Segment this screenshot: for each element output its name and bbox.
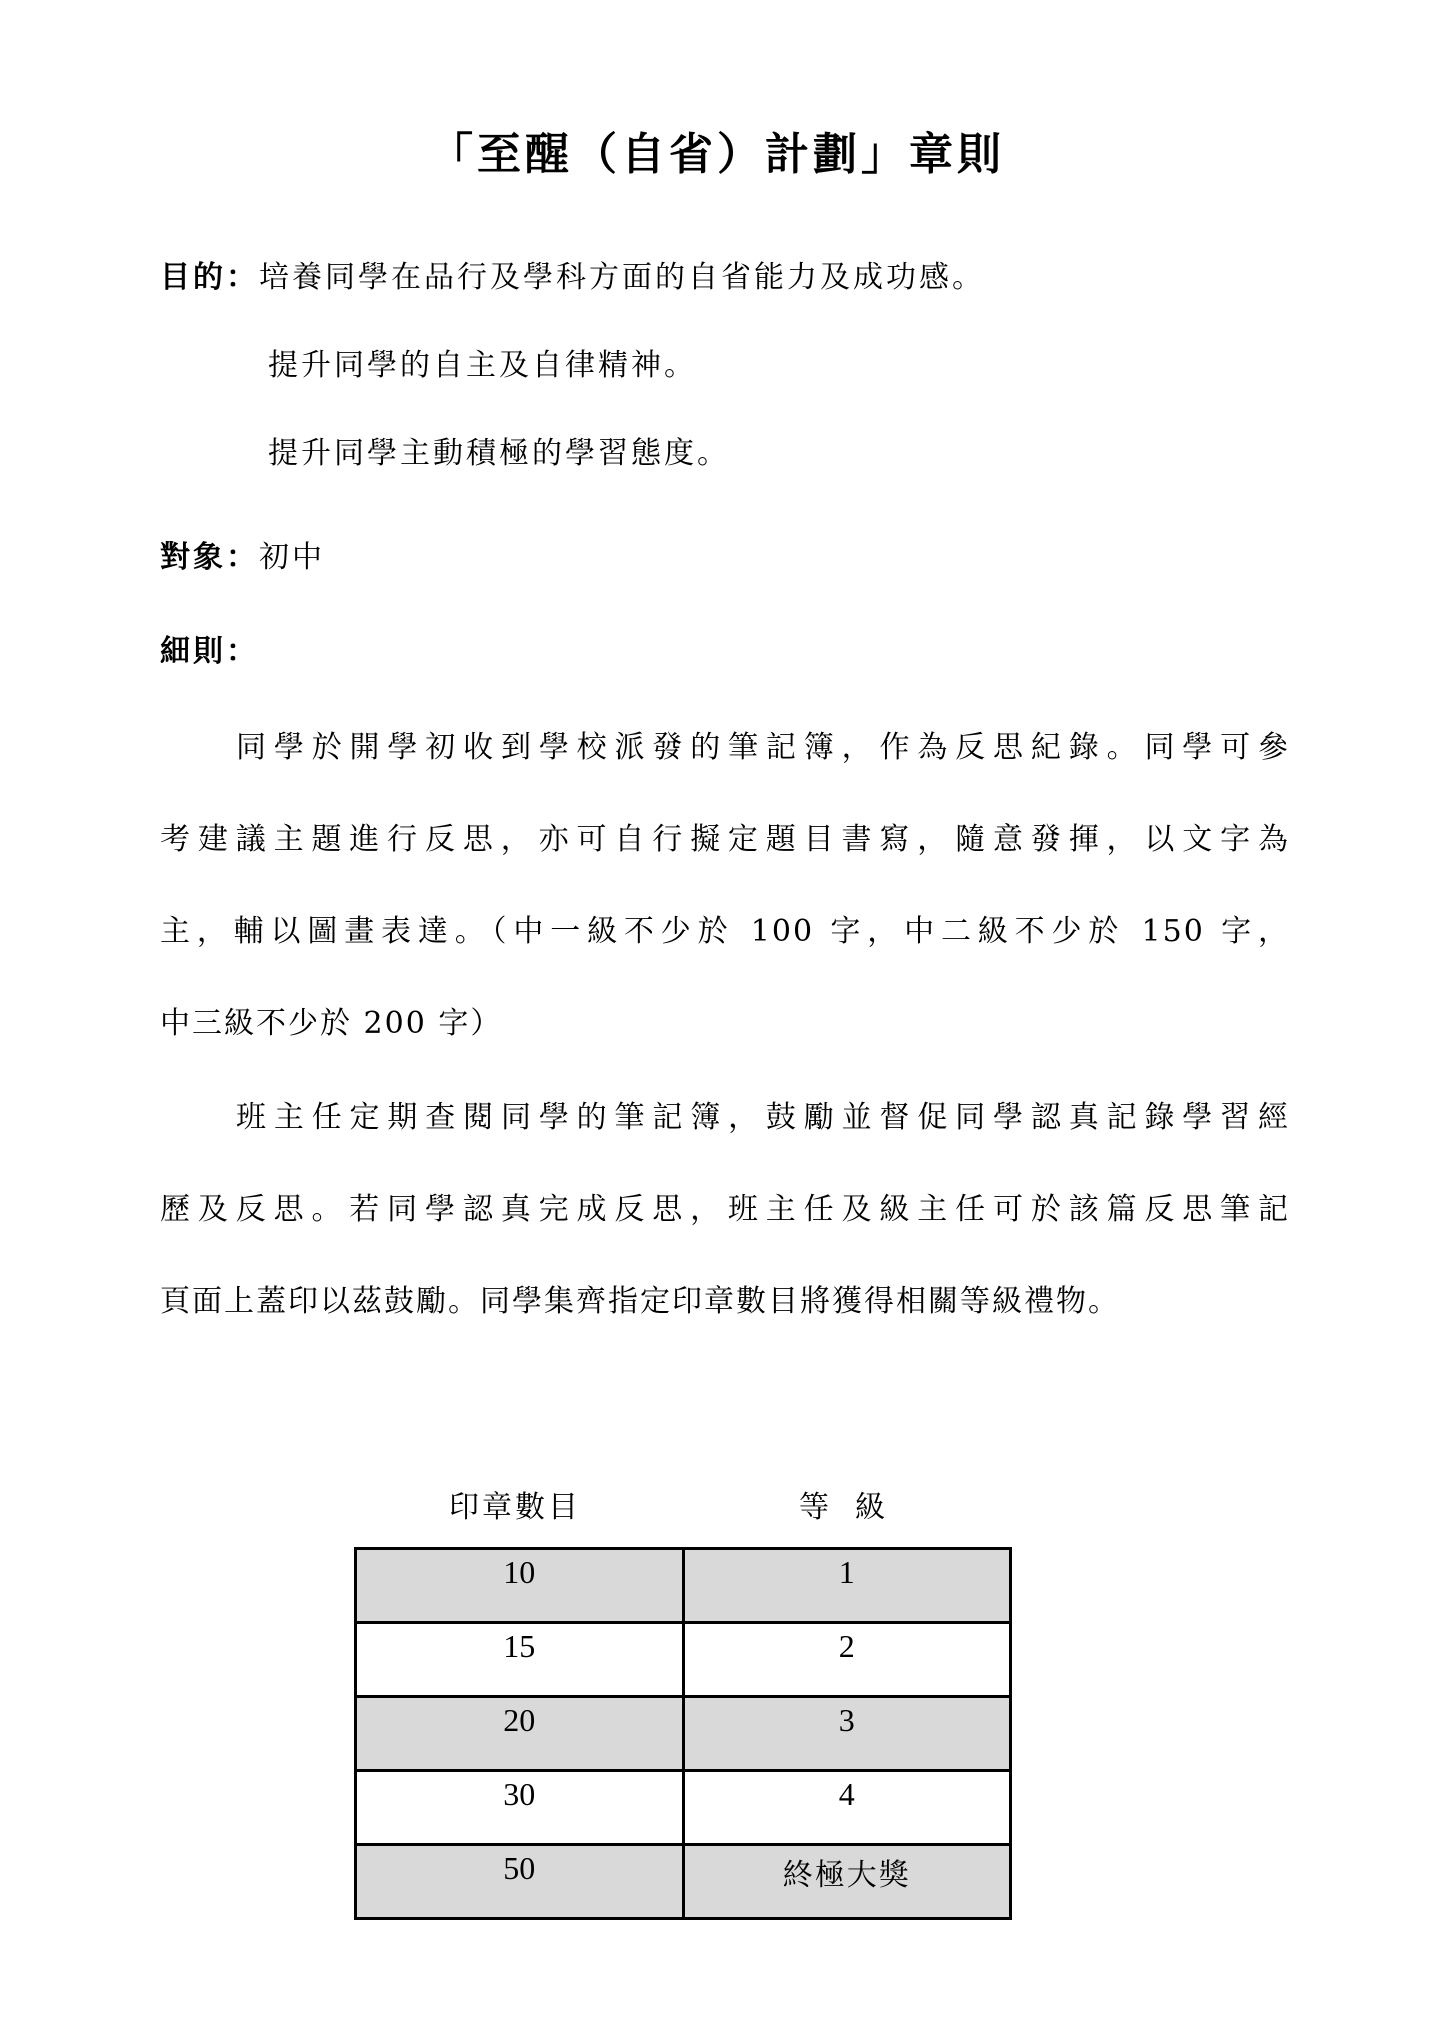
rules-paragraph-1-line-2: 考建議主題進行反思，亦可自行擬定題目書寫，隨意發揮，以文字為: [160, 822, 1290, 857]
stamp-count-cell: 30: [356, 1771, 684, 1845]
rules-paragraph-2-line-1: 班主任定期查閱同學的筆記簿，鼓勵並督促同學認真記錄學習經: [236, 1100, 1290, 1135]
header-stamp-count: 印章數目: [449, 1490, 581, 1525]
level-cell: 3: [683, 1697, 1011, 1771]
target-value: 初中: [259, 540, 325, 575]
stamp-count-cell: 10: [356, 1549, 684, 1623]
purpose-line-1: [160, 252, 985, 296]
level-cell: 2: [683, 1623, 1011, 1697]
stamp-count-cell: 50: [356, 1845, 684, 1919]
table-row: [356, 1697, 1011, 1771]
purpose-label: 目的：: [160, 260, 259, 295]
stamp-count-cell: 15: [356, 1623, 684, 1697]
purpose-text-1: 培養同學在品行及學科方面的自省能力及成功感。: [259, 260, 985, 295]
rules-label-line: [160, 626, 259, 670]
table-row: [356, 1771, 1011, 1845]
table-row: [356, 1549, 1011, 1623]
rules-paragraph-2-line-3: 頁面上蓋印以茲鼓勵。同學集齊指定印章數目將獲得相關等級禮物。: [160, 1284, 1120, 1319]
document-title: 「至醒（自省）計劃」章則: [429, 129, 1005, 180]
table-row: [356, 1845, 1011, 1919]
level-cell-grand-prize: 終極大獎: [683, 1845, 1011, 1919]
rules-paragraph-2-line-2: 歷及反思。若同學認真完成反思，班主任及級主任可於該篇反思筆記: [160, 1192, 1290, 1227]
table-row: [356, 1623, 1011, 1697]
award-table: [354, 1547, 1012, 1920]
stamp-count-cell: 20: [356, 1697, 684, 1771]
rules-paragraph-1-line-3: 主，輔以圖畫表達。（中一級不少於 100 字，中二級不少於 150 字，: [160, 914, 1290, 949]
rules-paragraph-1-line-1: 同學於開學初收到學校派發的筆記簿，作為反思紀錄。同學可參: [236, 730, 1290, 765]
rules-label: 細則：: [160, 634, 259, 669]
rules-paragraph-1-line-4: 中三級不少於 200 字）: [160, 1006, 503, 1041]
purpose-line-2: 提升同學的自主及自律精神。: [268, 348, 697, 383]
level-cell: 4: [683, 1771, 1011, 1845]
award-table-headers: [358, 1482, 1012, 1526]
level-cell: 1: [683, 1549, 1011, 1623]
target-line: [160, 532, 325, 576]
target-label: 對象：: [160, 540, 259, 575]
header-level: 等級: [799, 1490, 911, 1525]
purpose-line-3: 提升同學主動積極的學習態度。: [268, 436, 730, 471]
